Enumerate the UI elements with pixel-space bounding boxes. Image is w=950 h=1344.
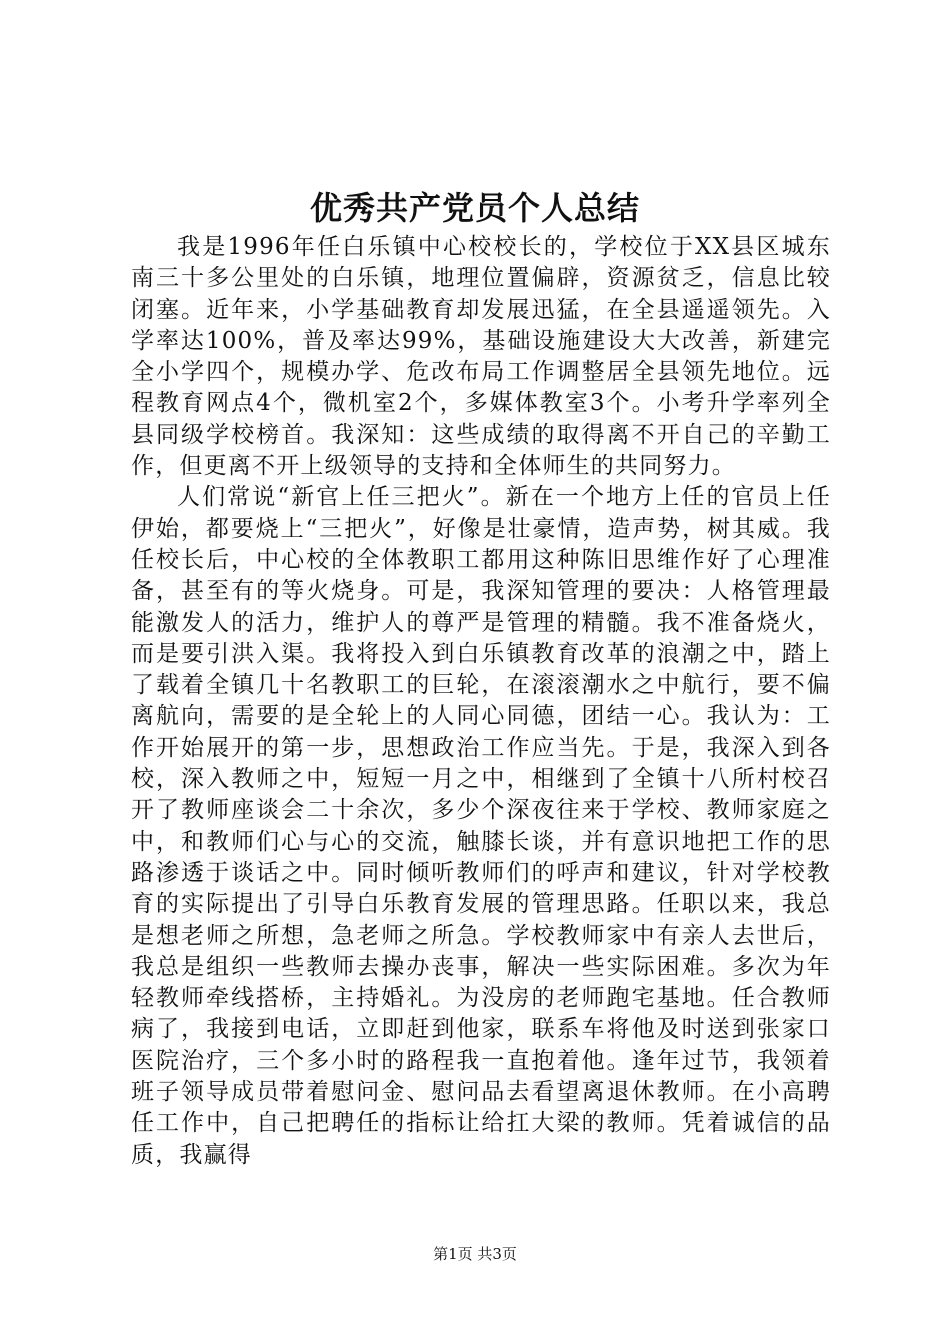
paragraph-2: 人们常说“新官上任三把火”。新在一个地方上任的官员上任伊始，都要烧上“三把火”，好像是壮豪情，造声势，树其威。我任校长后，中心校的全体教职工都用这种陈旧思维作好了心理准备，甚至有的等火烧身。可是，我深知管理的要决：人格管理最能激发人的活力，维护人的尊严是管理的精髓。我不准备烧火，而是要引洪入渠。我将投入到白乐镇教育改革的浪潮之中，踏上了载着全镇几十名教职工的巨轮，在滚滚潮水之中航行，要不偏离航向，需要的是全轮上的人同心同德，团结一心。我认为：工作开始展开的第一步，思想政治工作应当先。于是，我深入到各校，深入教师之中，短短一月之中，相继到了全镇十八所村校召开了教师座谈会二十余次，多少个深夜往来于学校、教师家庭之中，和教师们心与心的交流，触膝长谈，并有意识地把工作的思路渗透于谈话之中。同时倾听教师们的呼声和建议，针对学校教育的实际提出了引导白乐教育发展的管理思路。任职以来，我总是想老师之所想，急老师之所急。学校教师家中有亲人去世后，我总是组织一些教师去操办丧事，解决一些实际困难。多次为年轻教师牵线搭桥，主持婚礼。为没房的老师跑宅基地。任合教师病了，我接到电话，立即赶到他家，联系车将他及时送到张家口医院治疗，三个多小时的路程我一直抱着他。逢年过节，我领着班子领导成员带着慰问金、慰问品去看望离退休教师。在小高聘任工作中，自己把聘任的指标让给扛大梁的教师。凭着诚信的品质，我赢得 [131,484,831,1168]
page-footer: 第1页 共3页 [433,1245,517,1263]
document-title: 优秀共产党员个人总结 [309,189,640,227]
paragraph-1: 我是1996年任白乐镇中心校校长的，学校位于XX县区城东南三十多公里处的白乐镇，地理位置偏辟，资源贫乏，信息比较闭塞。近年来，小学基础教育却发展迅猛，在全县遥遥领先。入学率达100%，普及率达99%，基础设施建设大大改善，新建完全小学四个，规模办学、危改布局工作调整居全县领先地位。远程教育网点4个，微机室2个，多媒体教室3个。小考升学率列全县同级学校榜首。我深知：这些成绩的取得离不开自己的辛勤工作，但更离不开上级领导的支持和全体师生的共同努力。 [131,234,831,480]
document-body [131,232,831,1171]
